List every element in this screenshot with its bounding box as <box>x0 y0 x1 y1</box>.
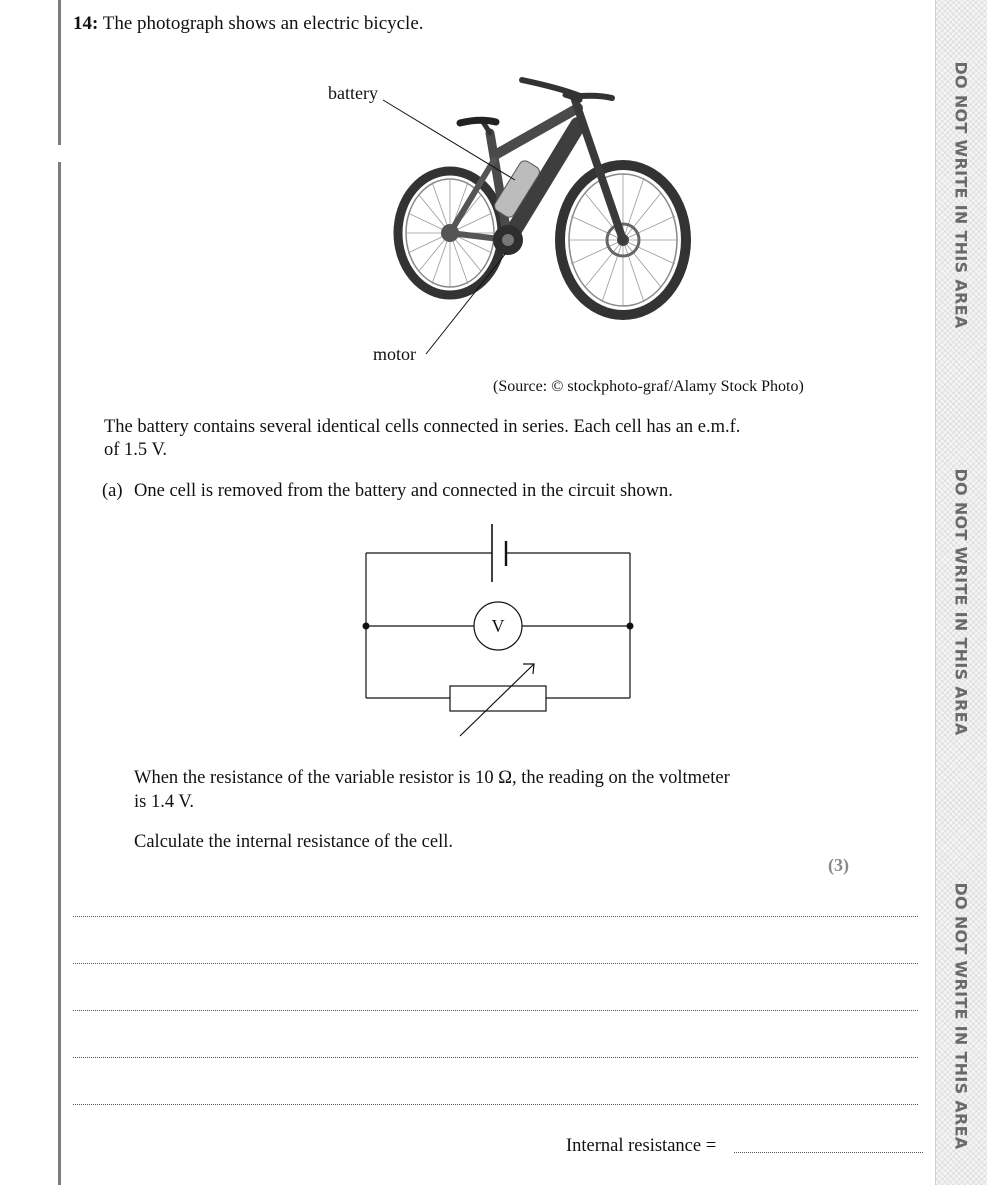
junction-right <box>627 623 634 630</box>
marks-badge: (3) <box>828 855 849 875</box>
do-not-write-label-3: DO NOT WRITE IN THIS AREA <box>951 882 971 1150</box>
voltmeter-symbol: V <box>491 616 505 636</box>
do-not-write-label-1: DO NOT WRITE IN THIS AREA <box>951 61 971 329</box>
part-a-label: (a) <box>102 481 123 501</box>
junction-left <box>363 623 370 630</box>
answer-line-2[interactable] <box>73 963 918 964</box>
question-number: 14: <box>73 13 99 34</box>
do-not-write-label-2: DO NOT WRITE IN THIS AREA <box>951 468 971 736</box>
battery-text-line-2: of 1.5 V. <box>104 440 168 460</box>
question-intro: The photograph shows an electric bicycle. <box>102 13 424 34</box>
answer-line-4[interactable] <box>73 1057 918 1058</box>
battery-label: battery <box>328 83 378 103</box>
answer-input-line[interactable] <box>734 1152 923 1153</box>
condition-line-2: is 1.4 V. <box>134 792 194 812</box>
instruction: Calculate the internal resistance of the cell. <box>134 832 453 852</box>
answer-line-1[interactable] <box>73 916 918 917</box>
answer-line-5[interactable] <box>73 1104 918 1105</box>
variable-resistor-arrow <box>460 664 534 736</box>
part-a-text: One cell is removed from the battery and connected in the circuit shown. <box>134 481 673 501</box>
photo-source: (Source: © stockphoto-graf/Alamy Stock Photo) <box>493 378 804 395</box>
answer-line-3[interactable] <box>73 1010 918 1011</box>
motor-label: motor <box>373 344 416 364</box>
answer-label: Internal resistance = <box>566 1136 717 1156</box>
condition-line-1: When the resistance of the variable resistor is 10 Ω, the reading on the voltmeter <box>134 768 730 788</box>
battery-text-line-1: The battery contains several identical cells connected in series. Each cell has an e.m.f. <box>104 417 741 437</box>
